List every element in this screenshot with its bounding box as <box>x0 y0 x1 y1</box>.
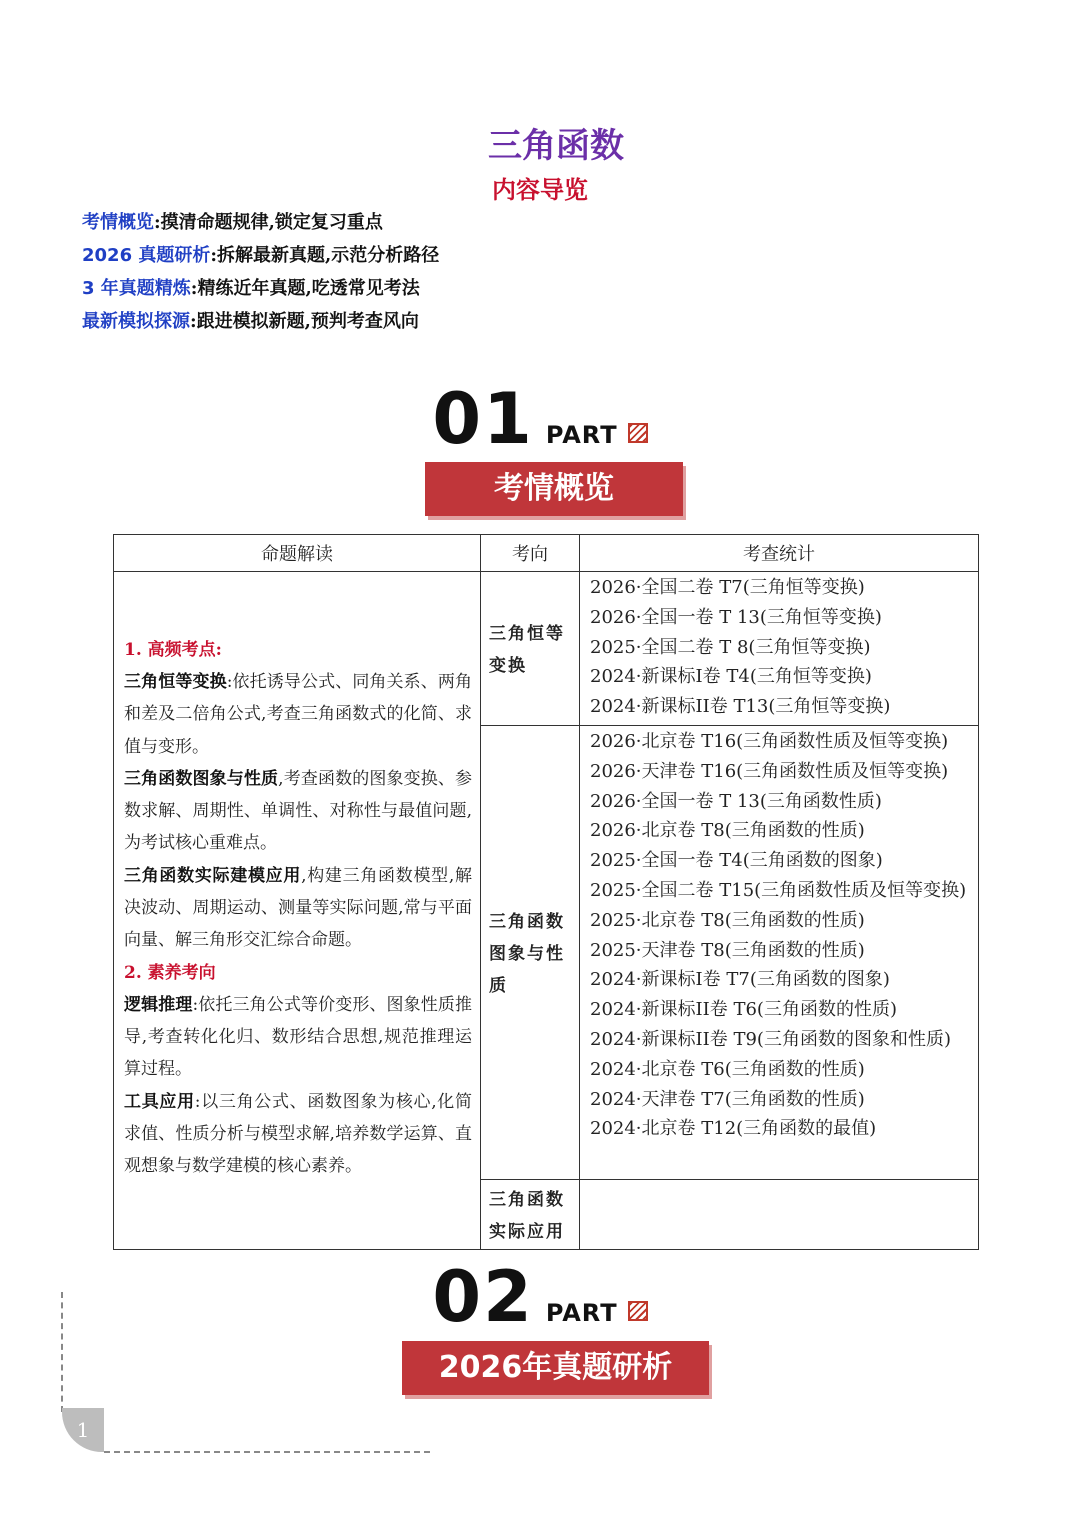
section-banner-overview: 考情概览 <box>425 462 683 516</box>
guide-desc: 精练近年真题,吃透常见考法 <box>197 278 420 299</box>
bold-term: 工具应用 <box>124 1091 195 1112</box>
stats-cell <box>580 726 979 1180</box>
paragraph <box>124 989 472 1086</box>
paragraph <box>124 860 472 957</box>
stat-line: 2025·全国二卷 T15(三角函数性质及恒等变换) <box>590 879 967 901</box>
page-border-dashed-horizontal <box>104 1451 430 1453</box>
stat-line: 2026·北京卷 T8(三角函数的性质) <box>590 820 865 842</box>
bold-term: 三角函数图象与性质 <box>124 768 279 789</box>
guide-sep: : <box>190 311 197 332</box>
stats-cell <box>580 572 979 726</box>
guide-item <box>82 307 439 340</box>
stat-line: 2025·北京卷 T8(三角函数的性质) <box>590 909 865 931</box>
hatched-square-icon <box>628 1301 648 1321</box>
stat-line: 2025·全国二卷 T 8(三角恒等变换) <box>590 636 871 658</box>
stat-line: 2024·天津卷 T7(三角函数的性质) <box>590 1088 865 1110</box>
stat-line: 2025·天津卷 T8(三角函数的性质) <box>590 939 865 961</box>
direction-cell: 三角恒等变换 <box>481 572 580 726</box>
column-header: 命题解读 <box>114 535 481 572</box>
exam-overview-table <box>113 534 979 1250</box>
bold-term: 三角恒等变换 <box>124 672 227 692</box>
stat-line: 2026·全国一卷 T 13(三角函数性质) <box>590 790 882 812</box>
part-number: 02 <box>432 1256 534 1338</box>
stat-line: 2025·全国一卷 T4(三角函数的图象) <box>590 850 883 872</box>
part-label: PART <box>545 421 618 449</box>
section-heading: 2. 素养考向 <box>124 962 216 983</box>
stat-line: 2024·北京卷 T12(三角函数的最值) <box>590 1118 877 1140</box>
paragraph <box>124 666 472 763</box>
direction-cell: 三角函数图象与性质 <box>481 726 580 1180</box>
page-border-dashed-vertical <box>61 1292 63 1412</box>
stat-line: 2024·新课标II卷 T6(三角函数的性质) <box>590 999 897 1021</box>
hatched-square-icon <box>628 423 648 443</box>
stat-line: 2024·新课标I卷 T4(三角恒等变换) <box>590 666 872 688</box>
guide-sep: : <box>154 212 161 233</box>
paragraph-text: :依托三角公式等价变形、图象性质推导,考查转化化归、数形结合思想,规范推理运算过程。 <box>124 994 472 1080</box>
guide-sep: : <box>210 245 218 266</box>
section-banner-real-exam: 2026年真题研析 <box>402 1341 709 1395</box>
guide-item <box>82 241 439 274</box>
guide-desc: 拆解最新真题,示范分析路径 <box>217 245 440 266</box>
page-number: 1 <box>62 1408 104 1452</box>
part-number: 01 <box>432 378 534 460</box>
part-02-heading <box>0 1256 1080 1338</box>
guide-sep: : <box>190 278 198 299</box>
guide-item <box>82 274 439 307</box>
guide-key: 3 年真题精炼 <box>82 278 191 299</box>
stats-cell <box>580 1180 979 1250</box>
guide-key: 考情概览 <box>82 212 154 233</box>
table-row <box>114 572 979 726</box>
stat-line: 2026·北京卷 T16(三角函数性质及恒等变换) <box>590 731 949 752</box>
guide-desc: 跟进模拟新题,预判考查风向 <box>196 311 419 332</box>
column-header: 考向 <box>481 535 580 572</box>
paragraph-text: :依托诱导公式、同角关系、两角和差及二倍角公式,考查三角函数式的化简、求值与变形。 <box>124 672 473 757</box>
guide-desc: 摸清命题规律,锁定复习重点 <box>160 212 383 233</box>
page-title: 三角函数 <box>488 126 624 166</box>
stat-line: 2024·新课标I卷 T7(三角函数的图象) <box>590 969 890 991</box>
guide-key: 最新模拟探源 <box>82 311 190 332</box>
guide-item <box>82 208 439 241</box>
section-heading: 1. 高频考点: <box>124 640 222 660</box>
page-subtitle: 内容导览 <box>492 176 588 204</box>
interpretation-cell <box>114 572 481 1250</box>
stat-line: 2026·全国一卷 T 13(三角恒等变换) <box>590 606 882 628</box>
paragraph-text: ,构建三角函数模型,解决波动、周期运动、测量等实际问题,常与平面向量、解三角形交汇综合命题。 <box>124 865 472 951</box>
direction-cell: 三角函数实际应用 <box>481 1180 580 1250</box>
bold-term: 三角函数实际建模应用 <box>124 865 302 886</box>
paragraph <box>124 1086 472 1183</box>
paragraph-text: :以三角公式、函数图象为核心,化简求值、性质分析与模型求解,培养数学运算、直观想象与数学建模的核心素养。 <box>124 1091 472 1177</box>
stat-line: 2024·北京卷 T6(三角函数的性质) <box>590 1058 865 1080</box>
paragraph-text: ,考查函数的图象变换、参数求解、周期性、单调性、对称性与最值问题,为考试核心重难点。 <box>124 768 473 854</box>
table-header-row <box>114 535 979 572</box>
stat-line: 2026·全国二卷 T7(三角恒等变换) <box>590 577 865 598</box>
bold-term: 逻辑推理 <box>124 994 193 1015</box>
part-label: PART <box>545 1299 618 1327</box>
content-guide <box>82 208 439 340</box>
stat-line: 2024·新课标II卷 T9(三角函数的图象和性质) <box>590 1028 951 1050</box>
stat-line: 2024·新课标II卷 T13(三角恒等变换) <box>590 696 891 718</box>
paragraph <box>124 763 472 860</box>
stat-line: 2026·天津卷 T16(三角函数性质及恒等变换) <box>590 760 949 782</box>
part-01-heading <box>0 378 1080 460</box>
column-header: 考查统计 <box>580 535 979 572</box>
guide-key: 2026 真题研析 <box>82 245 211 266</box>
